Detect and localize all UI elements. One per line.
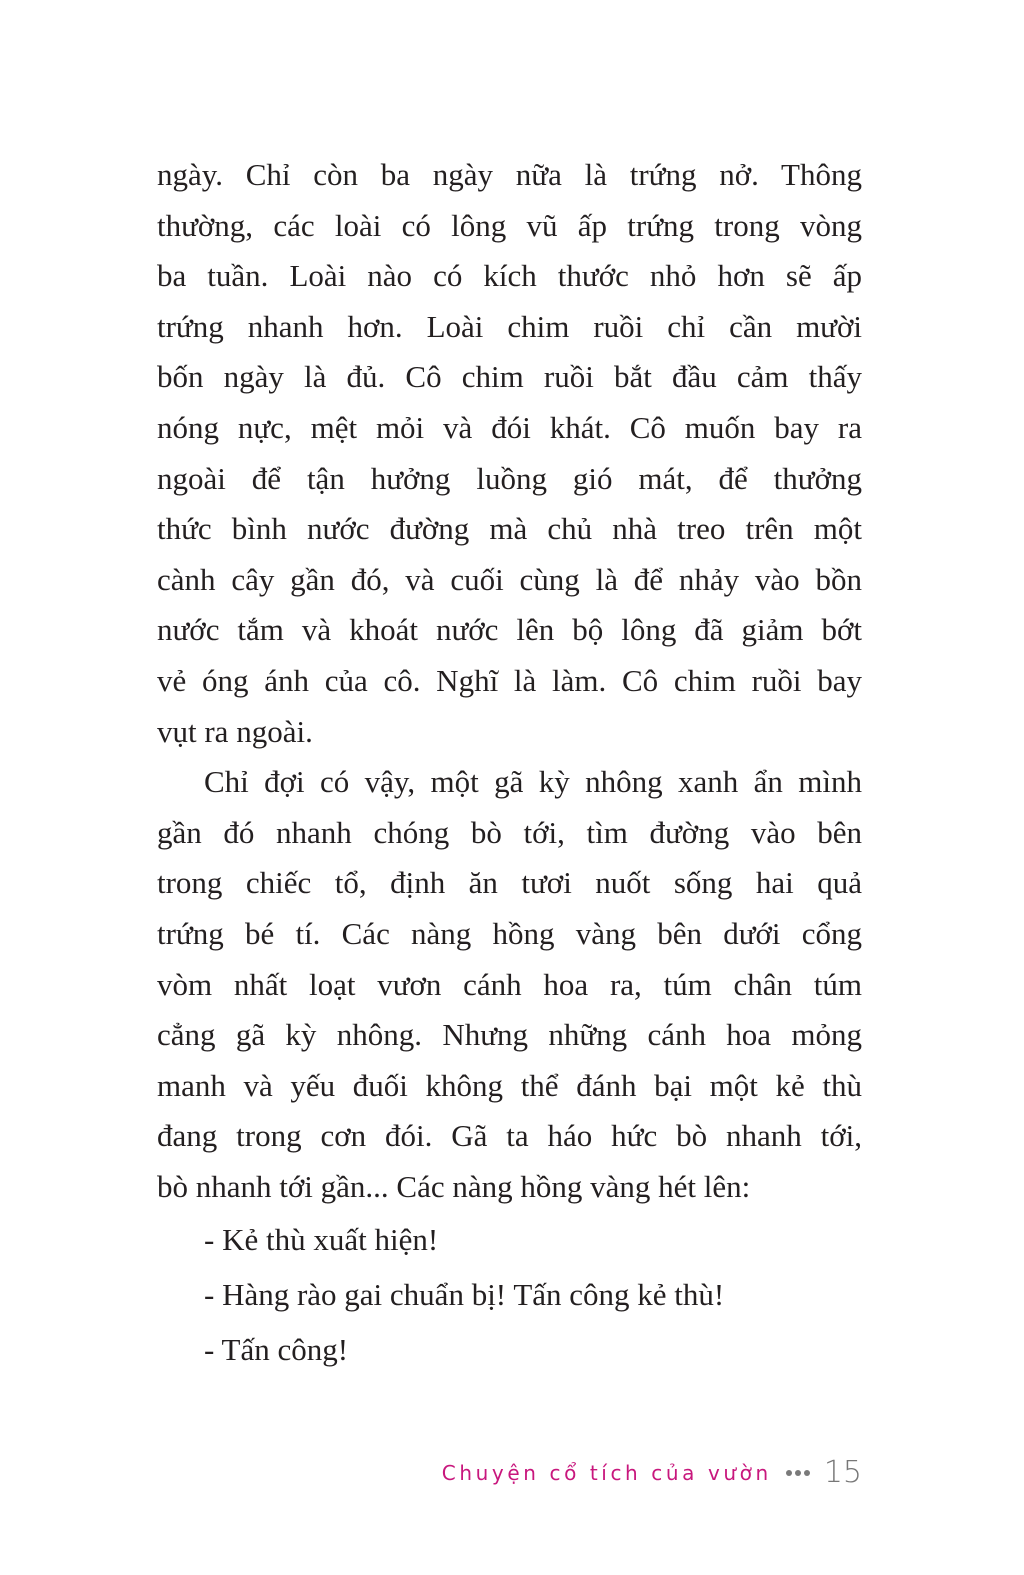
- paragraph-1: [157, 150, 862, 757]
- text-line: vụt ra ngoài.: [157, 713, 313, 749]
- text-line: bốn ngày là đủ. Cô chim ruồi bắt đầu cảm thấy: [157, 359, 862, 395]
- dialogue-line: - Hàng rào gai chuẩn bị! Tấn công kẻ thù!: [204, 1277, 725, 1313]
- text-line: nước tắm và khoát nước lên bộ lông đã giảm bớt: [157, 612, 862, 648]
- text-line: vòm nhất loạt vươn cánh hoa ra, túm chân túm: [157, 966, 862, 1002]
- dialogue-line: - Kẻ thù xuất hiện!: [204, 1222, 439, 1258]
- text-line: thường, các loài có lông vũ ấp trứng trong vòng: [157, 207, 862, 243]
- text-line: trứng bé tí. Các nàng hồng vàng bên dưới cổng: [157, 915, 862, 951]
- text-line: trong chiếc tổ, định ăn tươi nuốt sống hai quả: [157, 865, 862, 901]
- text-line: bò nhanh tới gần... Các nàng hồng vàng hét lên:: [157, 1168, 751, 1204]
- text-line: nóng nực, mệt mỏi và đói khát. Cô muốn bay ra: [157, 409, 862, 445]
- text-line: ngoài để tận hưởng luồng gió mát, để thưởng: [157, 460, 862, 496]
- text-line: Chỉ đợi có vậy, một gã kỳ nhông xanh ẩn mình: [204, 764, 862, 800]
- text-line: thức bình nước đường mà chủ nhà treo trên một: [157, 511, 862, 547]
- text-line: gần đó nhanh chóng bò tới, tìm đường vào bên: [157, 814, 862, 850]
- text-line: cẳng gã kỳ nhông. Nhưng những cánh hoa mỏng: [157, 1017, 862, 1053]
- text-line: cành cây gần đó, và cuối cùng là để nhảy vào bồn: [157, 561, 862, 597]
- running-title: Chuyện cổ tích của vườn: [441, 1460, 772, 1485]
- text-line: manh và yếu đuối không thể đánh bại một kẻ thù: [157, 1067, 862, 1103]
- dialogue-line: - Tấn công!: [204, 1332, 349, 1368]
- text-line: vẻ óng ánh của cô. Nghĩ là làm. Cô chim ruồi bay: [157, 662, 862, 698]
- text-line: ba tuần. Loài nào có kích thước nhỏ hơn sẽ ấp: [157, 258, 862, 294]
- paragraph-2: [157, 757, 862, 1212]
- text-line: ngày. Chỉ còn ba ngày nữa là trứng nở. Thông: [157, 157, 862, 192]
- text-line: trứng nhanh hơn. Loài chim ruồi chỉ cần mười: [157, 308, 862, 344]
- page-body: [157, 150, 862, 1377]
- page-footer: [442, 1455, 862, 1490]
- text-line: đang trong cơn đói. Gã ta háo hức bò nhanh tới,: [157, 1118, 862, 1154]
- ellipsis-dots-icon: [786, 1470, 810, 1476]
- page-number: 15: [823, 1455, 862, 1490]
